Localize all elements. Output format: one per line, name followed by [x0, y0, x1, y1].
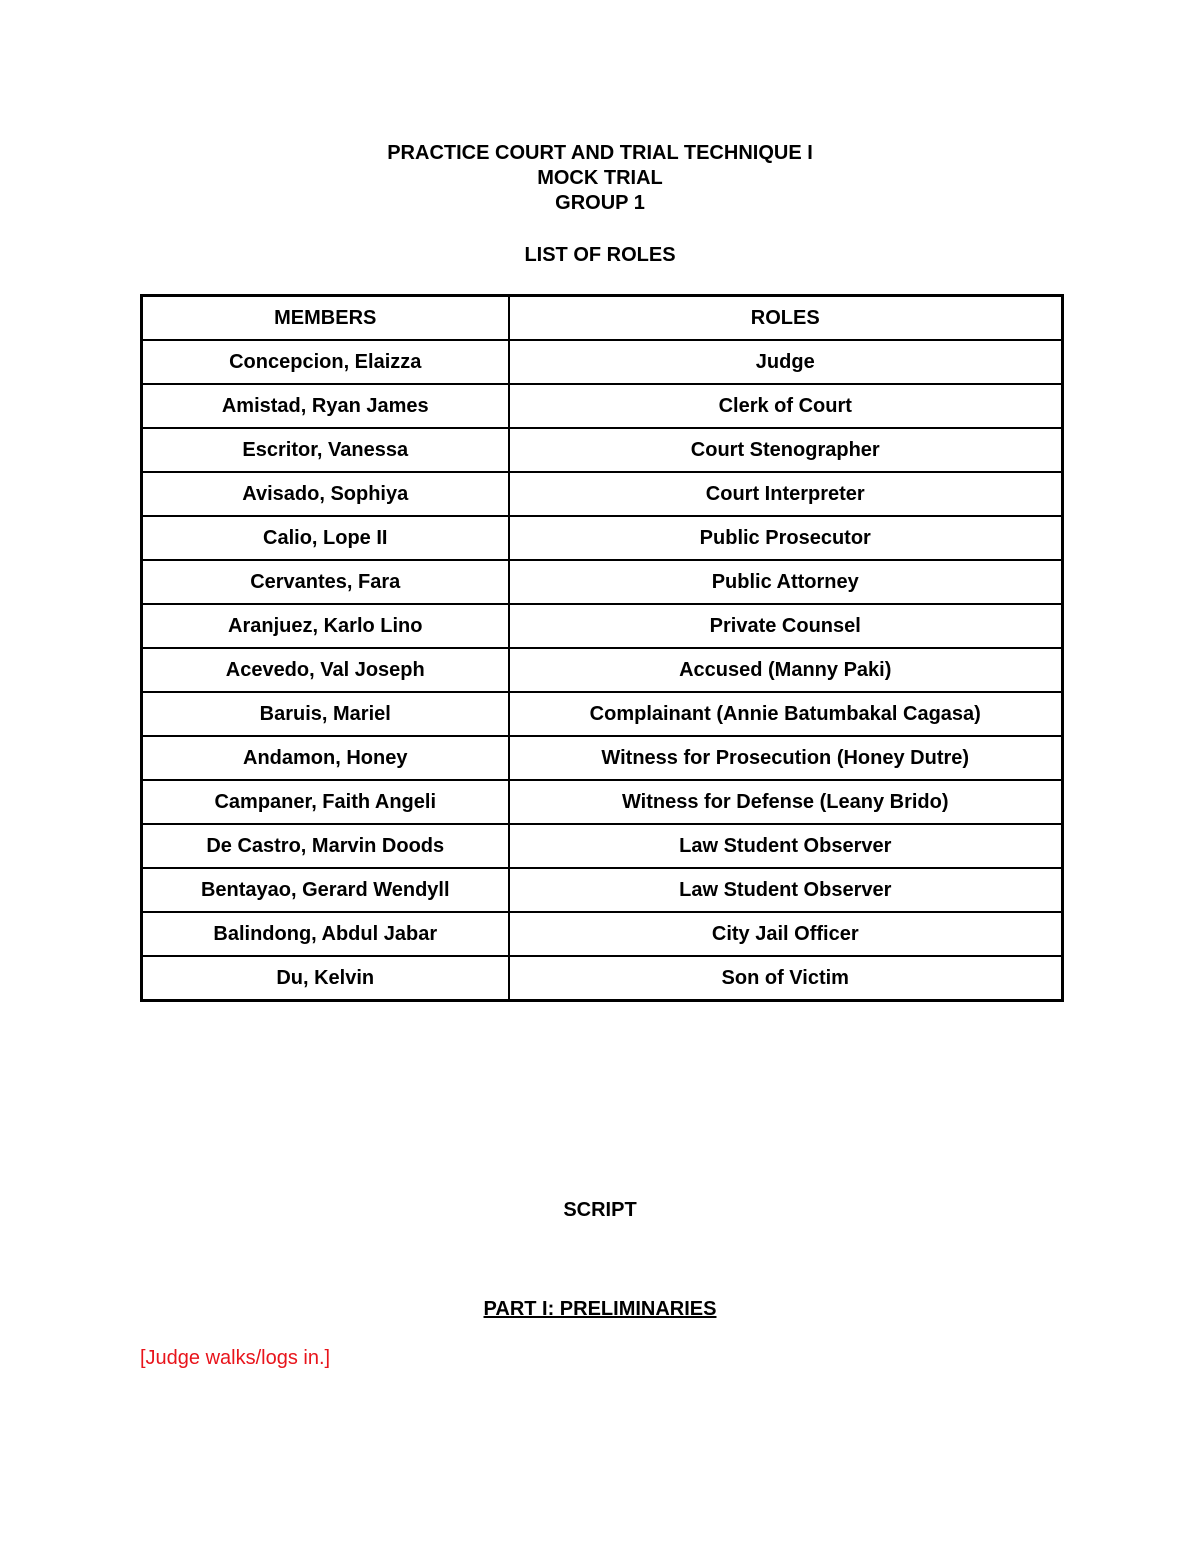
member-cell: De Castro, Marvin Doods	[142, 824, 509, 868]
role-cell: Law Student Observer	[509, 868, 1063, 912]
table-row	[142, 472, 1063, 516]
role-cell: Law Student Observer	[509, 824, 1063, 868]
member-cell: Du, Kelvin	[142, 956, 509, 1001]
member-cell: Campaner, Faith Angeli	[142, 780, 509, 824]
member-cell: Concepcion, Elaizza	[142, 340, 509, 384]
role-cell: Son of Victim	[509, 956, 1063, 1001]
list-of-roles-title: LIST OF ROLES	[524, 244, 676, 266]
role-cell: Clerk of Court	[509, 384, 1063, 428]
table-row	[142, 868, 1063, 912]
table-row	[142, 428, 1063, 472]
group-title: GROUP 1	[555, 192, 645, 214]
role-cell: Private Counsel	[509, 604, 1063, 648]
table-row	[142, 516, 1063, 560]
stage-direction: [Judge walks/logs in.]	[140, 1347, 331, 1369]
table-row	[142, 560, 1063, 604]
role-cell: Witness for Prosecution (Honey Dutre)	[509, 736, 1063, 780]
role-cell: Accused (Manny Paki)	[509, 648, 1063, 692]
roles-table	[140, 294, 1064, 1002]
role-cell: Public Attorney	[509, 560, 1063, 604]
table-header-row	[142, 296, 1063, 341]
table-row	[142, 692, 1063, 736]
table-row	[142, 956, 1063, 1001]
table-row	[142, 824, 1063, 868]
role-cell: City Jail Officer	[509, 912, 1063, 956]
member-cell: Balindong, Abdul Jabar	[142, 912, 509, 956]
table-row	[142, 340, 1063, 384]
member-cell: Baruis, Mariel	[142, 692, 509, 736]
role-cell: Court Interpreter	[509, 472, 1063, 516]
part-one-title: PART I: PRELIMINARIES	[483, 1298, 717, 1320]
member-cell: Bentayao, Gerard Wendyll	[142, 868, 509, 912]
document-header	[0, 141, 1200, 216]
table-row	[142, 648, 1063, 692]
member-cell: Amistad, Ryan James	[142, 384, 509, 428]
member-cell: Calio, Lope II	[142, 516, 509, 560]
member-cell: Andamon, Honey	[142, 736, 509, 780]
role-cell: Public Prosecutor	[509, 516, 1063, 560]
table-row	[142, 736, 1063, 780]
table-row	[142, 912, 1063, 956]
member-cell: Aranjuez, Karlo Lino	[142, 604, 509, 648]
table-row	[142, 384, 1063, 428]
member-cell: Acevedo, Val Joseph	[142, 648, 509, 692]
script-title: SCRIPT	[563, 1199, 637, 1221]
member-cell: Cervantes, Fara	[142, 560, 509, 604]
role-cell: Witness for Defense (Leany Brido)	[509, 780, 1063, 824]
activity-title: MOCK TRIAL	[537, 167, 663, 189]
table-row	[142, 604, 1063, 648]
column-header-roles: ROLES	[509, 296, 1063, 341]
role-cell: Judge	[509, 340, 1063, 384]
column-header-members: MEMBERS	[142, 296, 509, 341]
member-cell: Escritor, Vanessa	[142, 428, 509, 472]
role-cell: Complainant (Annie Batumbakal Cagasa)	[509, 692, 1063, 736]
role-cell: Court Stenographer	[509, 428, 1063, 472]
member-cell: Avisado, Sophiya	[142, 472, 509, 516]
course-title: PRACTICE COURT AND TRIAL TECHNIQUE I	[387, 142, 813, 164]
table-row	[142, 780, 1063, 824]
